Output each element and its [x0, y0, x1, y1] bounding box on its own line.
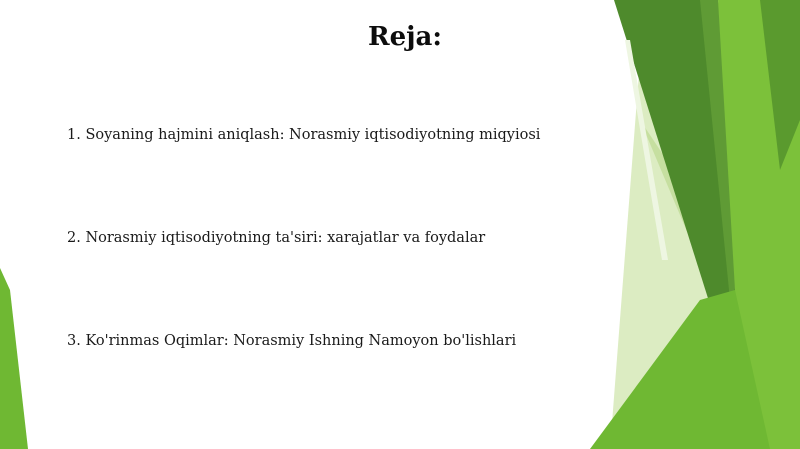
agenda-item-2: 2. Norasmiy iqtisodiyotning ta'siri: xarajatlar va foydalar — [67, 230, 486, 246]
agenda-item-3: 3. Ko'rinmas Oqimlar: Norasmiy Ishning Namoyon bo'lishlari — [67, 333, 517, 349]
left-green-sliver — [0, 268, 28, 449]
slide-title: Reja: — [367, 22, 442, 52]
agenda-item-1: 1. Soyaning hajmini aniqlash: Norasmiy iqtisodiyotning miqyiosi — [67, 127, 541, 143]
